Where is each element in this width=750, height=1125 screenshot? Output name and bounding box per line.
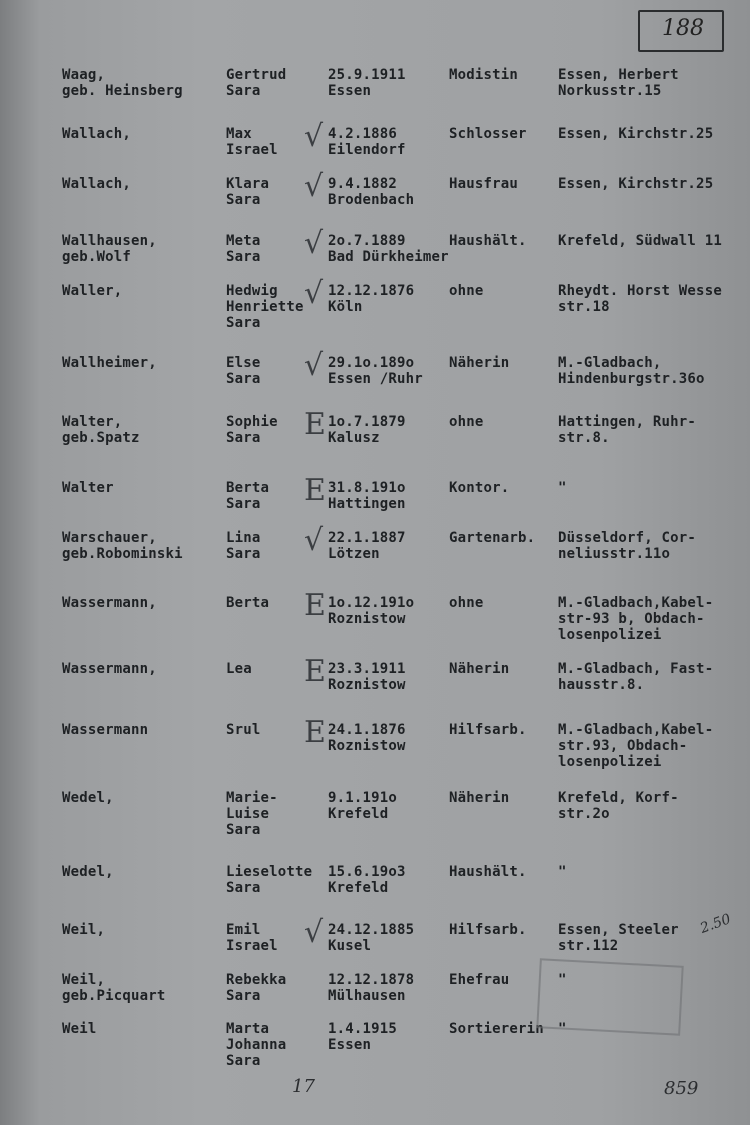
entry-occupation-line: ohne xyxy=(449,283,484,299)
entry-birth-line: Roznistow xyxy=(328,677,406,693)
entry-birth xyxy=(328,595,414,627)
entry-surname-line: Wallach, xyxy=(62,126,132,142)
entry-occupation xyxy=(449,355,509,371)
entry-surname-line: Waag, xyxy=(62,67,106,83)
entry-occupation xyxy=(449,864,527,880)
entry-address xyxy=(558,595,713,643)
entry-surname-line: Waller, xyxy=(62,283,123,299)
entry-surname-line: Wassermann, xyxy=(62,595,157,611)
entry-surname-line: Walter xyxy=(62,480,114,496)
entry-address-line: neliusstr.11o xyxy=(558,546,671,562)
entry-given-names-line: Lea xyxy=(226,661,252,677)
entry-surname xyxy=(62,864,114,880)
entry-occupation-line: Sortiererin xyxy=(449,1021,544,1037)
entry-birth-line: Roznistow xyxy=(328,738,406,754)
entry-birth xyxy=(328,530,406,562)
entry-surname-line: Weil, xyxy=(62,922,106,938)
entry-surname-line: Weil, xyxy=(62,972,106,988)
entry-address-line: M.-Gladbach, Fast- xyxy=(558,661,714,677)
entry-occupation-line: Modistin xyxy=(449,67,519,83)
entry-occupation xyxy=(449,972,509,988)
entry-occupation-line: Hilfsarb. xyxy=(449,722,527,738)
entry-address-line: M.-Gladbach,Kabel- xyxy=(558,595,714,611)
entry-address xyxy=(558,126,713,142)
handwritten-check-mark: √ xyxy=(304,226,324,261)
entry-given-names xyxy=(226,283,304,331)
entry-birth-line: 23.3.1911 xyxy=(328,661,406,677)
entry-occupation-line: Näherin xyxy=(449,790,510,806)
entry-address-line: Krefeld, Südwall 11 xyxy=(558,233,722,249)
entry-given-names-line: Sara xyxy=(226,83,261,99)
entry-occupation xyxy=(449,922,527,938)
footer-right-number: 859 xyxy=(664,1078,699,1099)
entry-birth-line: Essen xyxy=(328,83,372,99)
entry-birth-line: 25.9.1911 xyxy=(328,67,406,83)
entry-birth-line: 24.1.1876 xyxy=(328,722,406,738)
entry-address xyxy=(558,283,722,315)
entry-address-line: Essen, Kirchstr.25 xyxy=(558,176,714,192)
entry-birth-line: Mülhausen xyxy=(328,988,406,1004)
entry-given-names-line: Berta xyxy=(226,480,270,496)
margin-note: 2.50 xyxy=(698,911,733,937)
entry-surname-line: Wassermann xyxy=(62,722,149,738)
entry-occupation-line: Gartenarb. xyxy=(449,530,536,546)
entry-birth-line: Brodenbach xyxy=(328,192,415,208)
entry-given-names-line: Sara xyxy=(226,192,261,208)
entry-given-names xyxy=(226,126,278,158)
entry-birth-line: Kusel xyxy=(328,938,372,954)
entry-occupation xyxy=(449,414,484,430)
entry-address-line: Essen, Steeler xyxy=(558,922,679,938)
entry-given-names-line: Sara xyxy=(226,880,261,896)
entry-address-line: " xyxy=(558,972,567,988)
entry-birth-line: 24.12.1885 xyxy=(328,922,415,938)
entry-occupation xyxy=(449,661,509,677)
entry-given-names xyxy=(226,355,261,387)
entry-given-names-line: Hedwig xyxy=(226,283,278,299)
entry-birth-line: 4.2.1886 xyxy=(328,126,398,142)
entry-surname-line: Wassermann, xyxy=(62,661,157,677)
entry-surname xyxy=(62,126,131,142)
entry-birth-line: 9.1.191o xyxy=(328,790,398,806)
entry-given-names-line: Emil xyxy=(226,922,261,938)
entry-given-names-line: Sophie xyxy=(226,414,278,430)
entry-given-names-line: Rebekka xyxy=(226,972,287,988)
entry-surname-line: Warschauer, xyxy=(62,530,157,546)
entry-birth-line: 9.4.1882 xyxy=(328,176,398,192)
entry-address-line: str.8. xyxy=(558,430,610,446)
entry-surname xyxy=(62,922,105,938)
entry-address xyxy=(558,661,713,693)
entry-address-line: losenpolizei xyxy=(558,627,662,643)
entry-birth-line: 29.1o.189o xyxy=(328,355,415,371)
entry-birth-line: Krefeld xyxy=(328,806,389,822)
handwritten-check-mark: √ xyxy=(304,348,324,383)
handwritten-check-mark: E xyxy=(304,715,326,750)
entry-birth-line: 1o.12.191o xyxy=(328,595,415,611)
entry-birth-line: Lötzen xyxy=(328,546,380,562)
entry-given-names-line: Johanna xyxy=(226,1037,287,1053)
entry-occupation-line: Hilfsarb. xyxy=(449,922,527,938)
entry-given-names-line: Srul xyxy=(226,722,261,738)
entry-birth-line: Bad Dürkheimer xyxy=(328,249,449,265)
handwritten-check-mark: E xyxy=(304,407,326,442)
handwritten-check-mark: √ xyxy=(304,169,324,204)
entry-birth-line: 12.12.1878 xyxy=(328,972,415,988)
entry-given-names-line: Henriette xyxy=(226,299,304,315)
entry-address-line: " xyxy=(558,864,567,880)
entry-occupation xyxy=(449,722,527,738)
entry-given-names xyxy=(226,661,252,677)
entry-given-names-line: Luise xyxy=(226,806,270,822)
entry-address xyxy=(558,233,722,249)
entry-surname xyxy=(62,722,148,738)
entry-given-names xyxy=(226,1021,286,1069)
entry-birth-line: Eilendorf xyxy=(328,142,406,158)
entry-occupation xyxy=(449,530,535,546)
entry-address-line: Rheydt. Horst Wesse xyxy=(558,283,722,299)
entry-birth-line: 12.12.1876 xyxy=(328,283,415,299)
entry-birth xyxy=(328,414,406,446)
entry-birth-line: Essen /Ruhr xyxy=(328,371,423,387)
entry-birth xyxy=(328,67,406,99)
entry-occupation xyxy=(449,283,484,299)
entry-given-names xyxy=(226,790,278,838)
entry-birth-line: 15.6.19o3 xyxy=(328,864,406,880)
handwritten-check-mark: √ xyxy=(304,915,324,950)
entry-given-names-line: Sara xyxy=(226,249,261,265)
entry-given-names-line: Gertrud xyxy=(226,67,287,83)
entry-occupation xyxy=(449,480,509,496)
entry-given-names xyxy=(226,972,286,1004)
entry-birth xyxy=(328,864,406,896)
entry-birth xyxy=(328,1021,397,1053)
entry-birth-line: 22.1.1887 xyxy=(328,530,406,546)
entry-birth xyxy=(328,922,414,954)
entry-address xyxy=(558,530,696,562)
entry-address-line: str.18 xyxy=(558,299,610,315)
entry-occupation-line: Schlosser xyxy=(449,126,527,142)
entry-birth xyxy=(328,283,414,315)
entry-given-names-line: Else xyxy=(226,355,261,371)
entry-occupation-line: Haushält. xyxy=(449,233,527,249)
entry-given-names xyxy=(226,176,269,208)
entry-birth xyxy=(328,233,449,265)
entry-address-line: str.2o xyxy=(558,806,610,822)
entry-given-names xyxy=(226,595,269,611)
entry-surname xyxy=(62,176,131,192)
entry-given-names-line: Berta xyxy=(226,595,270,611)
entry-birth-line: 1o.7.1879 xyxy=(328,414,406,430)
entry-given-names xyxy=(226,233,261,265)
entry-address xyxy=(558,480,567,496)
entry-surname-line: geb.Robominski xyxy=(62,546,183,562)
entry-birth xyxy=(328,722,406,754)
entry-given-names-line: Meta xyxy=(226,233,261,249)
entry-given-names xyxy=(226,864,312,896)
entry-given-names-line: Marta xyxy=(226,1021,270,1037)
entry-occupation-line: Hausfrau xyxy=(449,176,519,192)
entry-address-line: M.-Gladbach,Kabel- xyxy=(558,722,714,738)
entry-given-names xyxy=(226,414,278,446)
entry-occupation xyxy=(449,595,484,611)
entry-surname xyxy=(62,790,114,806)
entry-address-line: Hindenburgstr.36o xyxy=(558,371,705,387)
entry-given-names-line: Sara xyxy=(226,822,261,838)
entry-address xyxy=(558,722,713,770)
handwritten-check-mark: √ xyxy=(304,276,324,311)
entry-surname-line: geb.Picquart xyxy=(62,988,166,1004)
entry-given-names-line: Sara xyxy=(226,315,261,331)
entry-address-line: str.112 xyxy=(558,938,619,954)
entry-surname xyxy=(62,355,157,371)
entry-surname-line: Wallach, xyxy=(62,176,132,192)
entry-occupation-line: Näherin xyxy=(449,661,510,677)
entry-birth-line: 31.8.191o xyxy=(328,480,406,496)
entry-birth-line: Köln xyxy=(328,299,363,315)
entry-given-names xyxy=(226,922,278,954)
entry-surname-line: Weil xyxy=(62,1021,97,1037)
entry-birth-line: 1.4.1915 xyxy=(328,1021,398,1037)
entry-occupation xyxy=(449,67,518,83)
entry-surname xyxy=(62,530,183,562)
entry-given-names-line: Sara xyxy=(226,430,261,446)
entry-given-names-line: Sara xyxy=(226,988,261,1004)
entry-surname xyxy=(62,972,166,1004)
entry-occupation xyxy=(449,176,518,192)
entry-address-line: " xyxy=(558,1021,567,1037)
entry-birth xyxy=(328,355,423,387)
entry-surname-line: geb.Wolf xyxy=(62,249,132,265)
entry-occupation-line: Kontor. xyxy=(449,480,510,496)
entry-occupation xyxy=(449,233,527,249)
entry-surname xyxy=(62,67,183,99)
entry-address-line: Hattingen, Ruhr- xyxy=(558,414,697,430)
entry-surname xyxy=(62,283,122,299)
entry-address xyxy=(558,67,679,99)
entry-surname xyxy=(62,233,157,265)
entry-surname-line: Wedel, xyxy=(62,790,114,806)
handwritten-check-mark: √ xyxy=(304,523,324,558)
entry-given-names-line: Israel xyxy=(226,142,278,158)
entry-given-names-line: Lieselotte xyxy=(226,864,313,880)
entry-birth xyxy=(328,480,406,512)
entry-given-names xyxy=(226,722,261,738)
entry-address xyxy=(558,922,679,954)
entry-given-names-line: Lina xyxy=(226,530,261,546)
entry-surname xyxy=(62,1021,97,1037)
entry-birth-line: Hattingen xyxy=(328,496,406,512)
entry-birth xyxy=(328,790,397,822)
faded-stamp xyxy=(536,958,683,1035)
entry-given-names-line: Marie- xyxy=(226,790,278,806)
entry-address-line: losenpolizei xyxy=(558,754,662,770)
entry-address-line: Düsseldorf, Cor- xyxy=(558,530,697,546)
entry-given-names xyxy=(226,67,286,99)
entry-birth-line: Krefeld xyxy=(328,880,389,896)
entry-address-line: Essen, Kirchstr.25 xyxy=(558,126,714,142)
entry-occupation-line: ohne xyxy=(449,595,484,611)
entry-given-names-line: Sara xyxy=(226,496,261,512)
handwritten-check-mark: E xyxy=(304,588,326,623)
entry-address-line: str.93, Obdach- xyxy=(558,738,688,754)
entry-given-names-line: Sara xyxy=(226,371,261,387)
entry-occupation-line: ohne xyxy=(449,414,484,430)
entry-given-names xyxy=(226,530,261,562)
entry-birth xyxy=(328,126,406,158)
entry-birth xyxy=(328,972,414,1004)
entry-given-names-line: Max xyxy=(226,126,252,142)
entry-surname xyxy=(62,414,140,446)
entry-address xyxy=(558,176,713,192)
entry-birth-line: Essen xyxy=(328,1037,372,1053)
handwritten-check-mark: √ xyxy=(304,119,324,154)
entry-surname-line: Walter, xyxy=(62,414,123,430)
entry-surname-line: geb. Heinsberg xyxy=(62,83,183,99)
folio-number: 188 xyxy=(662,16,704,41)
handwritten-check-mark: E xyxy=(304,654,326,689)
entry-occupation xyxy=(449,1021,544,1037)
entry-surname-line: Wedel, xyxy=(62,864,114,880)
entry-surname-line: Wallhausen, xyxy=(62,233,157,249)
entry-given-names xyxy=(226,480,269,512)
entry-address-line: str-93 b, Obdach- xyxy=(558,611,705,627)
footer-left-number: 17 xyxy=(292,1076,315,1097)
entry-address-line: Krefeld, Korf- xyxy=(558,790,679,806)
entry-birth-line: Roznistow xyxy=(328,611,406,627)
entry-occupation-line: Haushält. xyxy=(449,864,527,880)
entry-birth xyxy=(328,661,406,693)
entry-birth-line: 2o.7.1889 xyxy=(328,233,406,249)
entry-given-names-line: Sara xyxy=(226,546,261,562)
entry-address xyxy=(558,414,696,446)
entry-given-names-line: Klara xyxy=(226,176,270,192)
entry-occupation xyxy=(449,790,509,806)
entry-birth xyxy=(328,176,414,208)
entry-surname-line: geb.Spatz xyxy=(62,430,140,446)
entry-address xyxy=(558,355,705,387)
entry-birth-line: Kalusz xyxy=(328,430,380,446)
entry-occupation xyxy=(449,126,527,142)
entry-surname xyxy=(62,661,157,677)
entry-address-line: Essen, Herbert xyxy=(558,67,679,83)
entry-address-line: hausstr.8. xyxy=(558,677,645,693)
entry-address-line: Norkusstr.15 xyxy=(558,83,662,99)
entry-address-line: " xyxy=(558,480,567,496)
entry-surname xyxy=(62,480,114,496)
entry-address-line: M.-Gladbach, xyxy=(558,355,662,371)
entry-surname xyxy=(62,595,157,611)
entry-occupation-line: Ehefrau xyxy=(449,972,510,988)
handwritten-check-mark: E xyxy=(304,473,326,508)
entry-surname-line: Wallheimer, xyxy=(62,355,157,371)
entry-address xyxy=(558,790,679,822)
entry-address xyxy=(558,864,567,880)
entry-occupation-line: Näherin xyxy=(449,355,510,371)
entry-given-names-line: Israel xyxy=(226,938,278,954)
entry-given-names-line: Sara xyxy=(226,1053,261,1069)
